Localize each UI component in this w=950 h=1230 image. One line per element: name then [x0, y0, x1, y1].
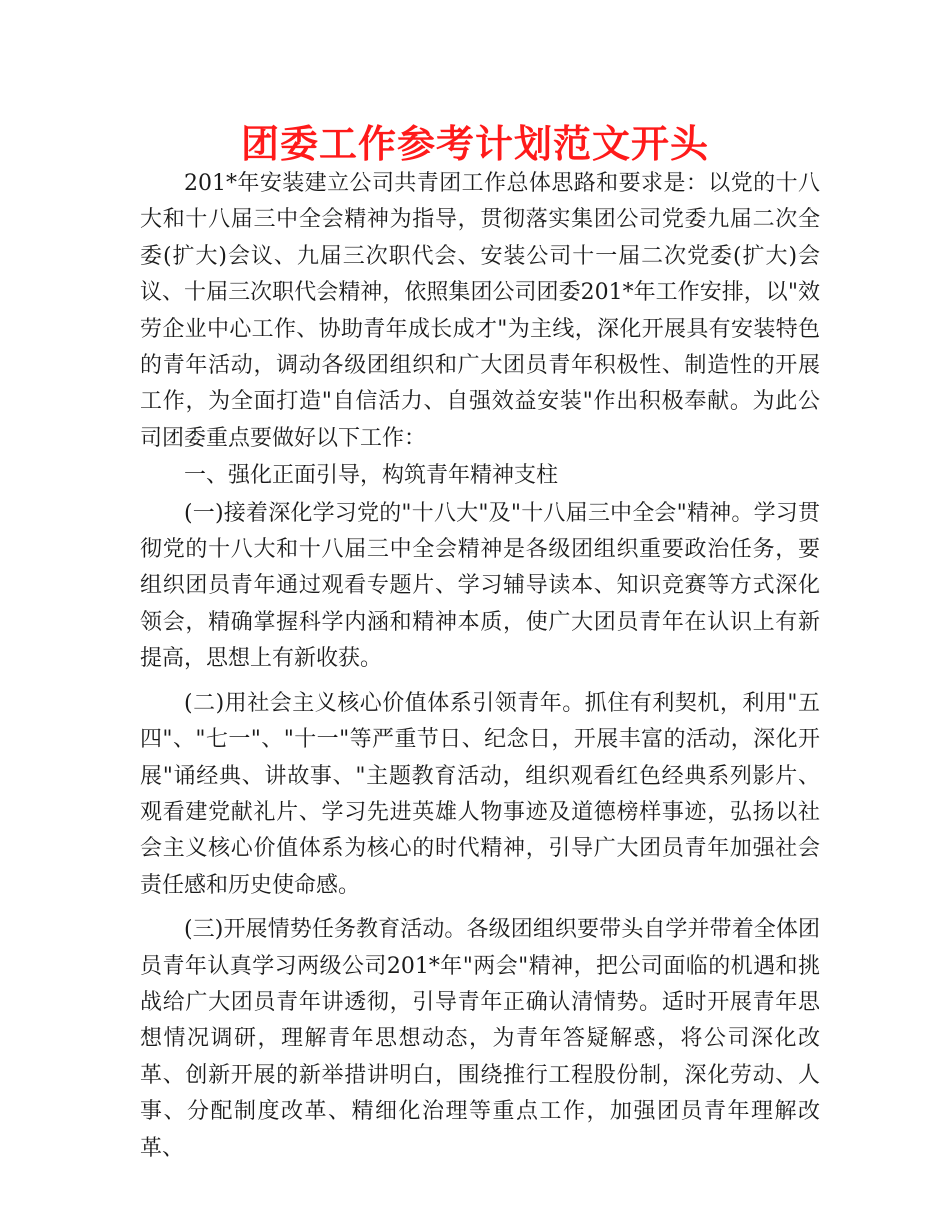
paragraph-intro: 201*年安装建立公司共青团工作总体思路和要求是：以党的十八大和十八届三中全会精神为指导，贯彻落实集团公司党委九届二次全委(扩大)会议、九届三次职代会、安装公司十一届二次党委(扩大)会议、十届三次职代会精神，依照集团公司团委201*年工作安排，以"效劳企业中心工作、协助青年成长成才"为主线，深化开展具有安装特色的青年活动，调动各级团组织和广大团员青年积极性、制造性的开展工作，为全面打造"自信活力、自强效益安装"作出积极奉献。为此公司团委重点要做好以下工作： — [140, 171, 820, 451]
section-heading-1: 一、强化正面引导，构筑青年精神支柱 — [184, 463, 559, 489]
paragraph-item-3: (三)开展情势任务教育活动。各级团组织要带头自学并带着全体团员青年认真学习两级公司201*年"两会"精神，把公司面临的机遇和挑战给广大团员青年讲透彻，引导青年正确认清情势。适时开展青年思想情况调研，理解青年思想动态，为青年答疑解惑，将公司深化改革、创新开展的新举措讲明白，围绕推行工程股份制，深化劳动、人事、分配制度改革、精细化治理等重点工作，加强团员青年理解改革、 — [140, 917, 820, 1161]
document-body — [140, 166, 820, 1167]
paragraph-item-2: (二)用社会主义核心价值体系引领青年。抓住有利契机，利用"五四"、"七一"、"十一"等严重节日、纪念日，开展丰富的活动，深化开展"诵经典、讲故事、"主题教育活动，组织观看红色经典系列影片、观看建党献礼片、学习先进英雄人物事迹及道德榜样事迹，弘扬以社会主义核心价值体系为核心的时代精神，引导广大团员青年加强社会责任感和历史使命感。 — [140, 690, 820, 898]
paragraph-item-1: (一)接着深化学习党的"十八大"及"十八届三中全会"精神。学习贯彻党的十八大和十八届三中全会精神是各级团组织重要政治任务，要组织团员青年通过观看专题片、学习辅导读本、知识竞赛等方式深化领会，精确掌握科学内涵和精神本质，使广大团员青年在认识上有新提高，思想上有新收获。 — [140, 500, 820, 672]
document-title: 团委工作参考计划范文开头 — [240, 122, 709, 166]
